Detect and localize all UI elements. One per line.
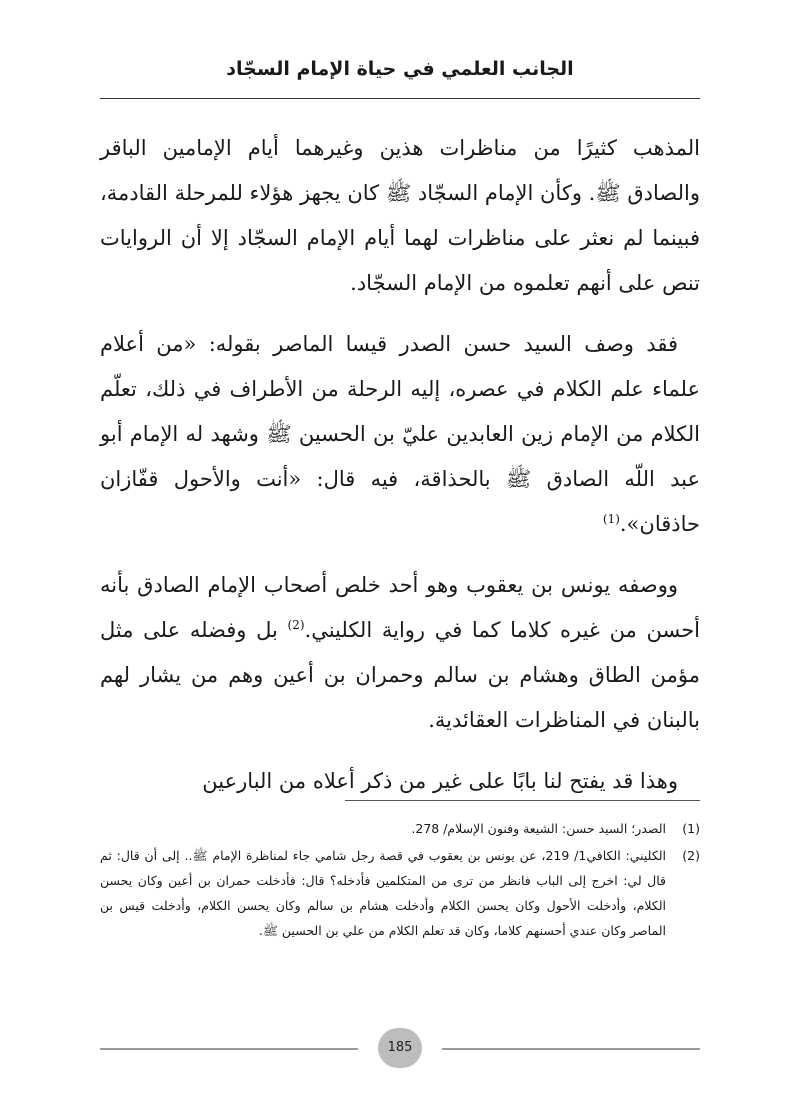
footnote-text: الكليني: الكافي1/ 219، عن يونس بن يعقوب في قصة رجل شامي جاء لمناظرة الإمام ﷺ.. إلى أن قال: ثم قال لي: اخرج إلى الباب فانظر من ترى من المتكلمين فأدخله؟ قال: فأدخلت حمران بن أعين وكان يحسن الكلام، وأدخلت الأحول وكان يحسن الكلام وأدخلت هشام بن سالم وكان يحسن الكلام، وأدخلت قيس بن الماصر وكان عندي أحسنهم كلاما، وكان قد تعلم الكلام من علي بن الحسين ﷺ. xyxy=(100,848,667,938)
footnote-item xyxy=(100,843,700,943)
body-text xyxy=(100,126,700,820)
paragraph-2 xyxy=(100,322,700,547)
running-title: الجانب العلمي في حياة الإمام السجّاد xyxy=(226,58,574,80)
paragraph-3 xyxy=(100,563,700,743)
footnotes xyxy=(100,816,700,945)
paragraph-2-text: فقد وصف السيد حسن الصدر قيسا الماصر بقوله: «من أعلام علماء علم الكلام في عصره، إليه الرحلة من الأطراف في ذلك، تعلّم الكلام من الإمام زين العابدين عليّ بن الحسين ﷺ وشهد له الإمام أبو عبد اللّه الصادق ﷺ بالحذاقة، فيه قال: «أنت والأحول قفّازان حاذقان». xyxy=(100,332,700,536)
header-rule xyxy=(100,98,700,99)
footnote-text: الصدر؛ السيد حسن: الشيعة وفنون الإسلام/ 278. xyxy=(411,821,666,836)
footnote-ref-1[interactable]: (1) xyxy=(602,512,620,526)
footer-rule-left xyxy=(100,1048,358,1050)
page-footer xyxy=(100,1028,700,1068)
footnote-ref-2[interactable]: (2) xyxy=(287,618,305,632)
footnote-number: (2) xyxy=(682,848,700,863)
footnote-item xyxy=(100,816,700,841)
paragraph-3-text-a: ووصفه يونس بن يعقوب وهو أحد خلص أصحاب الإمام الصادق بأنه أحسن من غيره كلاما كما في رواية الكليني. xyxy=(100,573,701,642)
footnote-number: (1) xyxy=(682,821,700,836)
paragraph-3-text-b: بل وفضله على مثل مؤمن الطاق وهشام بن سالم وحمران بن أعين وهم من يشار لهم بالبنان في المناظرات العقائدية. xyxy=(100,618,700,732)
footnote-separator xyxy=(345,800,700,801)
page-number-badge: 185 xyxy=(378,1028,422,1068)
paragraph-1: المذهب كثيرًا من مناظرات هذين وغيرهما أيام الإمامين الباقر والصادق ﷺ. وكأن الإمام السجّاد ﷺ كان يجهز هؤلاء للمرحلة القادمة، فبينما لم نعثر على مناظرات لهما أيام الإمام السجّاد إلا أن الروايات تنص على أنهم تعلموه من الإمام السجّاد. xyxy=(100,136,700,295)
paragraph-4: وهذا قد يفتح لنا بابًا على غير من ذكر أعلاه من البارعين xyxy=(202,769,678,793)
footer-rule-right xyxy=(442,1048,700,1050)
